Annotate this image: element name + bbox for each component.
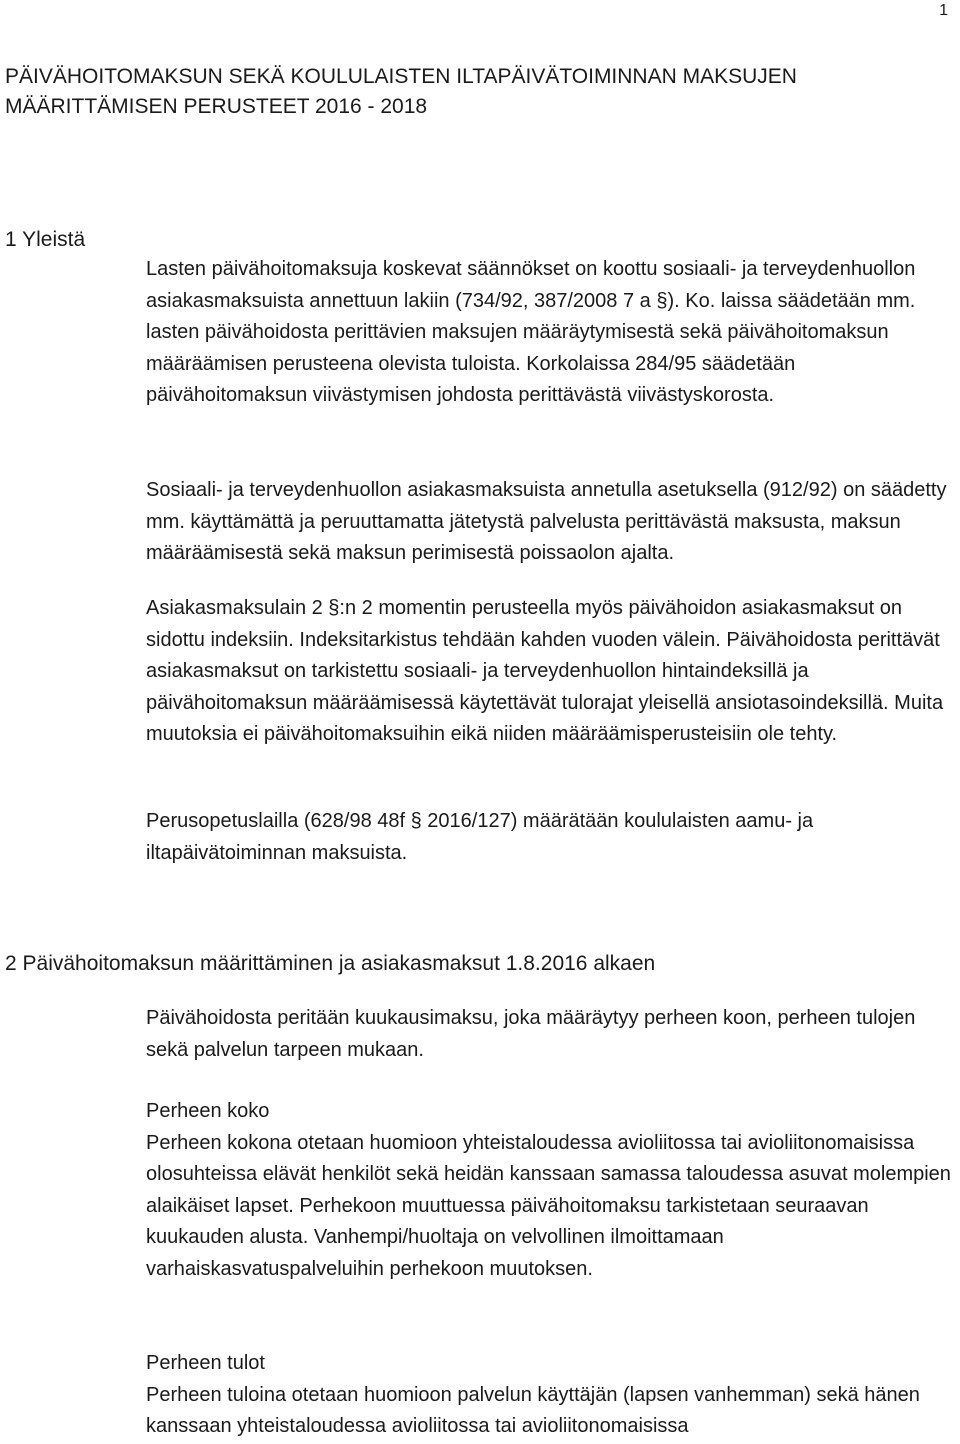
section-1-paragraph-1: Lasten päivähoitomaksuja koskevat säännökset on koottu sosiaali- ja terveydenhuollon asiakasmaksuista annettuun lakiin (734/92, 387/2008 7 a §). Ko. laissa säädetään mm. lasten päivähoidosta perittävien maksujen määräytymisestä sekä päivähoitomaksun määräämisen perusteena olevista tuloista. Korkolaissa 284/95 säädetään päivähoitomaksun viivästymisen johdosta perittävästä viivästyskorosta. bbox=[146, 258, 916, 406]
section-2-paragraph-family-size: Perheen koko Perheen kokona otetaan huomioon yhteistaloudessa avioliitossa tai avioliitonomaisissa olosuhteissa elävät henkilöt sekä heidän kanssaan samassa taloudessa asuvat molempien alaikäiset lapset. Perhekoon muuttuessa päivähoitomaksu tarkistetaan seuraavan kuukauden alusta. Vanhempi/huoltaja on velvollinen ilmoittamaan varhaiskasvatuspalveluihin perhekoon muutoksen. bbox=[146, 1100, 951, 1280]
page-number: 1 bbox=[939, 2, 948, 19]
document-title bbox=[5, 62, 945, 122]
section-1-paragraph-3: Asiakasmaksulain 2 §:n 2 momentin perusteella myös päivähoidon asiakasmaksut on sidottu indeksiin. Indeksitarkistus tehdään kahden vuoden välein. Päivähoidosta perittävät asiakasmaksut on tarkistettu sosiaali- ja terveydenhuollon hintaindeksillä ja päivähoitomaksun määräämisessä käytettävät tulorajat yleisellä ansiotasoindeksillä. Muita muutoksia ei päivähoitomaksuihin eikä niiden määräämisperusteisiin ole tehty. bbox=[146, 597, 944, 745]
section-2-paragraph-family-income: Perheen tulot Perheen tuloina otetaan huomioon palvelun käyttäjän (lapsen vanhemman) sekä hänen kanssaan yhteistaloudessa avioliitossa tai avioliitonomaisissa bbox=[146, 1352, 920, 1437]
section-1-paragraph-4: Perusopetuslailla (628/98 48f § 2016/127) määrätään koululaisten aamu- ja iltapäivätoiminnan maksuista. bbox=[146, 810, 814, 864]
section-2-paragraph-1: Päivähoidosta peritään kuukausimaksu, joka määräytyy perheen koon, perheen tulojen sekä palvelun tarpeen mukaan. bbox=[146, 1007, 916, 1061]
section-1-paragraph-2: Sosiaali- ja terveydenhuollon asiakasmaksuista annetulla asetuksella (912/92) on säädetty mm. käyttämättä ja peruuttamatta jätetystä palvelusta perittävästä maksusta, maksun määräämisestä sekä maksun perimisestä poissaolon ajalta. bbox=[146, 479, 947, 564]
document-title-line-1: PÄIVÄHOITOMAKSUN SEKÄ KOULULAISTEN ILTAPÄIVÄTOIMINNAN MAKSUJEN bbox=[5, 65, 797, 88]
section-1-heading: 1 Yleistä bbox=[5, 228, 86, 251]
document-title-line-2: MÄÄRITTÄMISEN PERUSTEET 2016 - 2018 bbox=[5, 95, 428, 118]
section-2-heading: 2 Päivähoitomaksun määrittäminen ja asiakasmaksut 1.8.2016 alkaen bbox=[5, 952, 656, 975]
